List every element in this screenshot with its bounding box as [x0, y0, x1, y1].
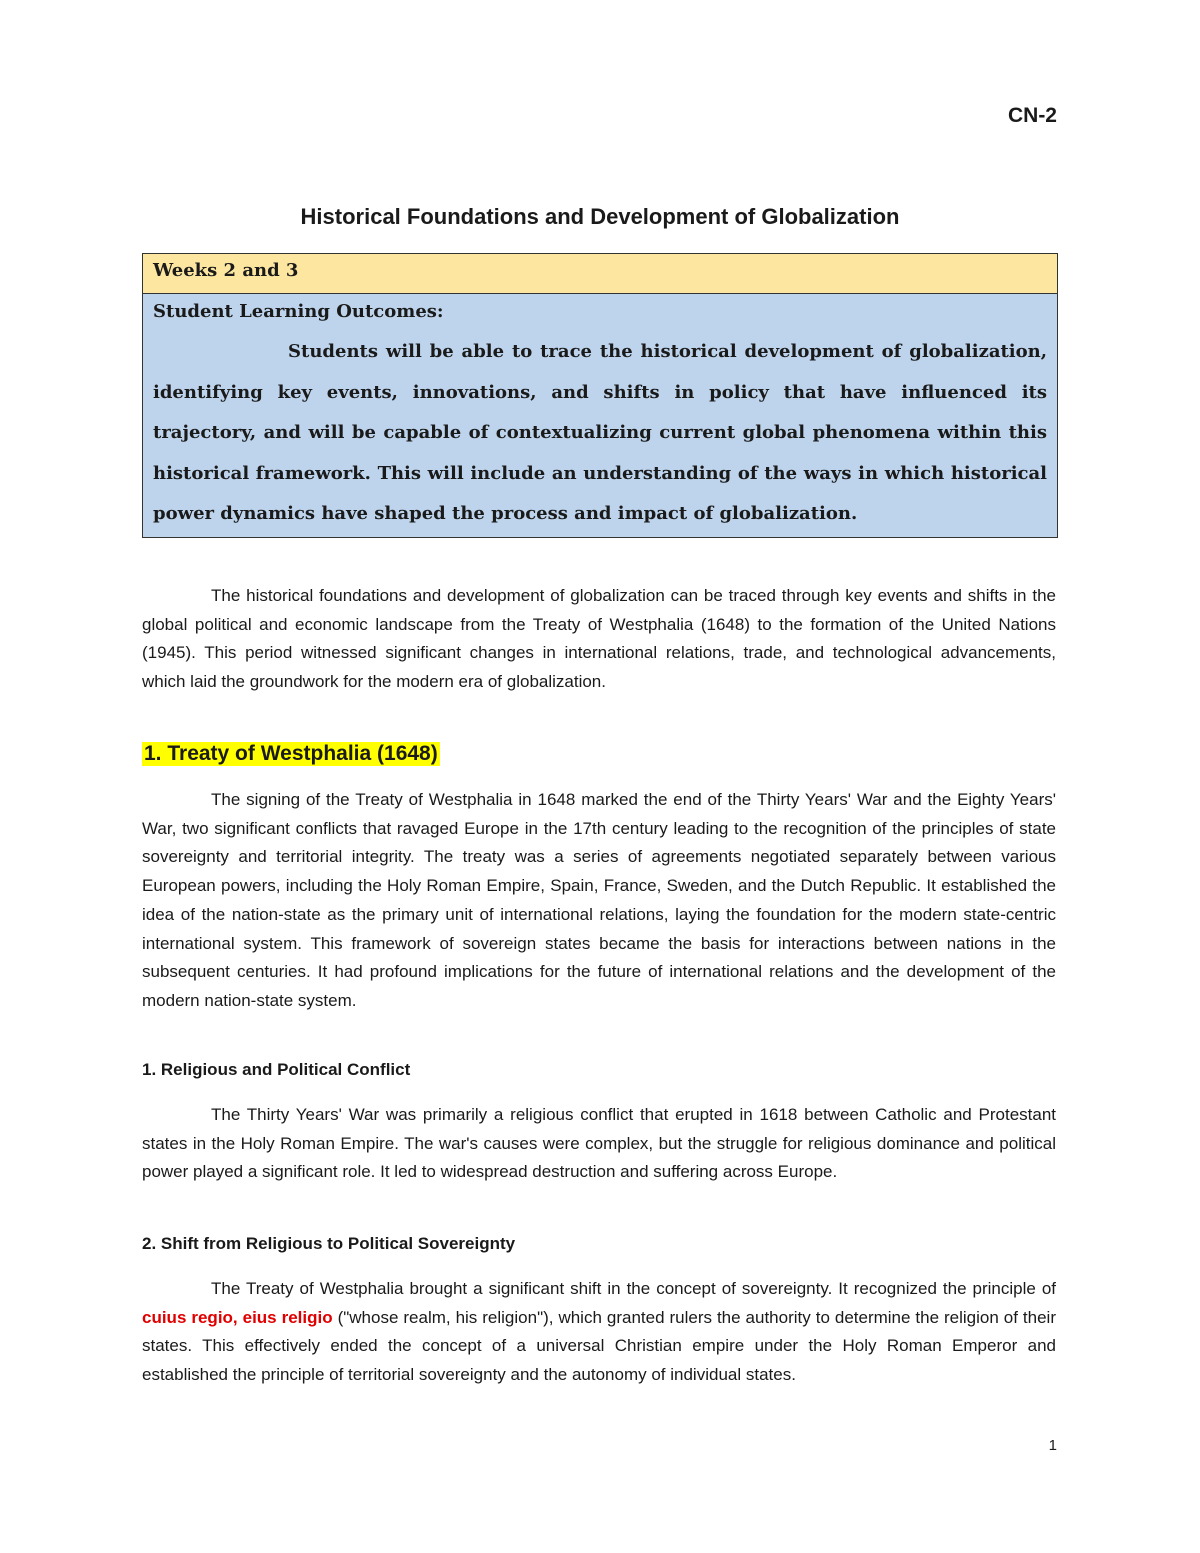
religious-conflict-paragraph: The Thirty Years' War was primarily a religious conflict that erupted in 1618 between Catholic and Protestant states in the Holy Roman Empire. The war's causes were complex, but the struggle for religious dominance and political power played a significant role. It led to widespread destruction and suffering across Europe.	[142, 1105, 1056, 1182]
outcomes-text: Students will be able to trace the historical development of globalization, identifying key events, innovations, and shifts in policy that have influenced its trajectory, and will be capable of contextualizing current global phenomena within this historical framework. This will include an understanding of the ways in which historical power dynamics have shaped the process and impact of globalization.	[153, 341, 1047, 524]
subheading-religious-conflict: 1. Religious and Political Conflict	[142, 1060, 411, 1079]
subheading-sovereignty-shift: 2. Shift from Religious to Political Sovereignty	[142, 1234, 516, 1253]
outcomes-section	[143, 294, 1057, 537]
document-code: CN-2	[1007, 104, 1057, 127]
latin-phrase: cuius regio, eius religio	[142, 1307, 333, 1327]
paragraph-text-end: ("whose realm, his religion"), which granted rulers the authority to determine the religion of their states. This effectively ended the concept of a universal Christian empire under the Holy Roman Emperor and established the principle of territorial sovereignty and the autonomy of individual states.	[142, 1307, 1056, 1385]
paragraph-text-start: The Treaty of Westphalia brought a significant shift in the concept of sovereignty. It recognized the principle of	[211, 1279, 1056, 1298]
section-heading-westphalia: 1. Treaty of Westphalia (1648)	[144, 742, 438, 765]
sovereignty-shift-paragraph	[142, 1275, 1056, 1390]
intro-paragraph: The historical foundations and development of globalization can be traced through key events and shifts in the global political and economic landscape from the Treaty of Westphalia (1648) to the formation of the United Nations (1945). This period witnessed significant changes in international relations, trade, and technological advancements, which laid the groundwork for the modern era of globalization.	[142, 586, 1056, 692]
weeks-label: Weeks 2 and 3	[143, 254, 1057, 294]
document-title: Historical Foundations and Development of Globalization	[300, 204, 900, 229]
learning-outcomes-box	[142, 253, 1058, 538]
outcomes-heading: Student Learning Outcomes:	[153, 301, 444, 322]
page-number: 1	[1048, 1437, 1057, 1454]
westphalia-paragraph: The signing of the Treaty of Westphalia in 1648 marked the end of the Thirty Years' War and the Eighty Years' War, two significant conflicts that ravaged Europe in the 17th century leading to the recognition of the principles of state sovereignty and territorial integrity. The treaty was a series of agreements negotiated separately between various European powers, including the Holy Roman Empire, Spain, France, Sweden, and the Dutch Republic. It established the idea of the nation-state as the primary unit of international relations, laying the foundation for the modern state-centric international system. This framework of sovereign states became the basis for interactions between nations in the subsequent centuries. It had profound implications for the future of international relations and the development of the modern nation-state system.	[142, 790, 1056, 1010]
